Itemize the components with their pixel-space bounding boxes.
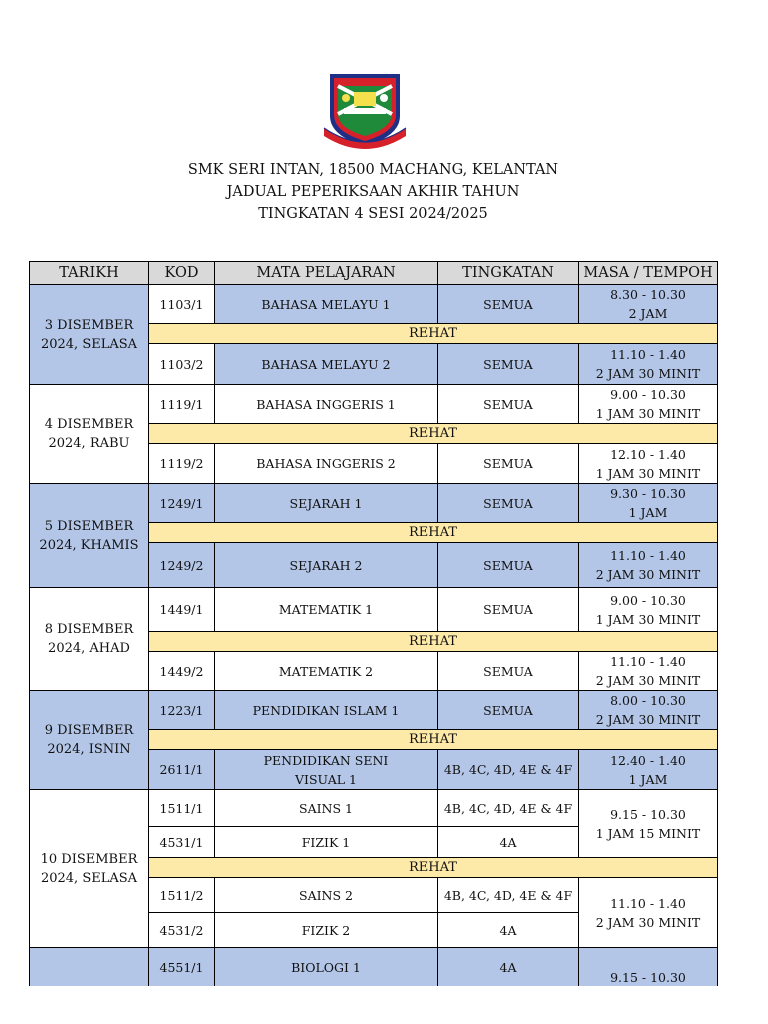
rehat-label: REHAT	[149, 324, 718, 344]
date-cell: 8 DISEMBER 2024, AHAD	[30, 588, 149, 691]
header-tingkatan: TINGKATAN	[438, 262, 579, 285]
table-row	[30, 588, 718, 632]
masa-cell: 11.10 - 1.40 2 JAM 30 MINIT	[579, 878, 718, 948]
subject-cell: BAHASA MELAYU 2	[215, 344, 438, 385]
date-cell	[30, 948, 149, 988]
tingkatan-cell: SEMUA	[438, 344, 579, 385]
subject-cell: SEJARAH 2	[215, 543, 438, 588]
kod-cell: 4551/1	[149, 948, 215, 988]
page-cutoff	[0, 986, 768, 1024]
masa-cell: 9.00 - 10.30 1 JAM 30 MINIT	[579, 588, 718, 632]
masa-cell: 11.10 - 1.40 2 JAM 30 MINIT	[579, 543, 718, 588]
masa-cell: 8.00 - 10.30 2 JAM 30 MINIT	[579, 691, 718, 730]
subject-cell: MATEMATIK 1	[215, 588, 438, 632]
date-cell: 4 DISEMBER 2024, RABU	[30, 385, 149, 484]
masa-cell: 9.30 - 10.30 1 JAM	[579, 484, 718, 523]
kod-cell: 1223/1	[149, 691, 215, 730]
date-cell: 3 DISEMBER 2024, SELASA	[30, 285, 149, 385]
kod-cell: 1249/1	[149, 484, 215, 523]
kod-cell: 1449/2	[149, 652, 215, 691]
table-row	[30, 285, 718, 324]
tingkatan-cell: SEMUA	[438, 543, 579, 588]
table-header-row	[30, 262, 718, 285]
tingkatan-cell: SEMUA	[438, 588, 579, 632]
kod-cell: 1511/2	[149, 878, 215, 913]
masa-cell: 11.10 - 1.40 2 JAM 30 MINIT	[579, 652, 718, 691]
subject-cell: BAHASA INGGERIS 1	[215, 385, 438, 424]
tingkatan-cell: SEMUA	[438, 385, 579, 424]
school-crest-logo	[322, 70, 408, 152]
kod-cell: 4531/2	[149, 913, 215, 948]
masa-cell: 9.15 - 10.30 1 JAM 15 MINIT	[579, 790, 718, 858]
date-cell: 9 DISEMBER 2024, ISNIN	[30, 691, 149, 790]
kod-cell: 1119/2	[149, 444, 215, 484]
subject-cell: BIOLOGI 1	[215, 948, 438, 988]
tingkatan-cell: SEMUA	[438, 285, 579, 324]
kod-cell: 4531/1	[149, 827, 215, 858]
masa-cell: 8.30 - 10.30 2 JAM	[579, 285, 718, 324]
rehat-label: REHAT	[149, 730, 718, 750]
date-cell: 5 DISEMBER 2024, KHAMIS	[30, 484, 149, 588]
header-mata-pelajaran: MATA PELAJARAN	[215, 262, 438, 285]
kod-cell: 2611/1	[149, 750, 215, 790]
kod-cell: 1249/2	[149, 543, 215, 588]
table-row	[30, 385, 718, 424]
subject-cell: MATEMATIK 2	[215, 652, 438, 691]
masa-cell: 12.10 - 1.40 1 JAM 30 MINIT	[579, 444, 718, 484]
subject-cell: FIZIK 2	[215, 913, 438, 948]
kod-cell: 1103/1	[149, 285, 215, 324]
kod-cell: 1103/2	[149, 344, 215, 385]
rehat-label: REHAT	[149, 858, 718, 878]
tingkatan-cell: 4A	[438, 948, 579, 988]
tingkatan-cell: SEMUA	[438, 652, 579, 691]
masa-cell: 9.15 - 10.30	[579, 948, 718, 988]
subject-cell: PENDIDIKAN ISLAM 1	[215, 691, 438, 730]
subject-cell: PENDIDIKAN SENI VISUAL 1	[215, 750, 438, 790]
table-row	[30, 691, 718, 730]
tingkatan-cell: 4A	[438, 913, 579, 948]
subject-cell: BAHASA MELAYU 1	[215, 285, 438, 324]
document-subtitle: TINGKATAN 4 SESI 2024/2025	[258, 206, 488, 222]
header-masa: MASA / TEMPOH	[579, 262, 718, 285]
table-row	[30, 484, 718, 523]
tingkatan-cell: SEMUA	[438, 484, 579, 523]
header-kod: KOD	[149, 262, 215, 285]
tingkatan-cell: 4B, 4C, 4D, 4E & 4F	[438, 790, 579, 827]
table-row	[30, 948, 718, 988]
kod-cell: 1449/1	[149, 588, 215, 632]
exam-schedule-table	[29, 261, 718, 988]
subject-cell: FIZIK 1	[215, 827, 438, 858]
rehat-label: REHAT	[149, 424, 718, 444]
subject-cell: SEJARAH 1	[215, 484, 438, 523]
table-row	[30, 790, 718, 827]
subject-cell: SAINS 2	[215, 878, 438, 913]
subject-cell: SAINS 1	[215, 790, 438, 827]
document-title: JADUAL PEPERIKSAAN AKHIR TAHUN	[226, 184, 520, 200]
kod-cell: 1119/1	[149, 385, 215, 424]
tingkatan-cell: 4B, 4C, 4D, 4E & 4F	[438, 750, 579, 790]
tingkatan-cell: 4B, 4C, 4D, 4E & 4F	[438, 878, 579, 913]
subject-cell: BAHASA INGGERIS 2	[215, 444, 438, 484]
header-tarikh: TARIKH	[30, 262, 149, 285]
tingkatan-cell: 4A	[438, 827, 579, 858]
rehat-label: REHAT	[149, 523, 718, 543]
tingkatan-cell: SEMUA	[438, 444, 579, 484]
school-name: SMK SERI INTAN, 18500 MACHANG, KELANTAN	[187, 162, 559, 178]
masa-cell: 11.10 - 1.40 2 JAM 30 MINIT	[579, 344, 718, 385]
tingkatan-cell: SEMUA	[438, 691, 579, 730]
masa-cell: 9.00 - 10.30 1 JAM 30 MINIT	[579, 385, 718, 424]
kod-cell: 1511/1	[149, 790, 215, 827]
masa-cell: 12.40 - 1.40 1 JAM	[579, 750, 718, 790]
date-cell: 10 DISEMBER 2024, SELASA	[30, 790, 149, 948]
rehat-label: REHAT	[149, 632, 718, 652]
